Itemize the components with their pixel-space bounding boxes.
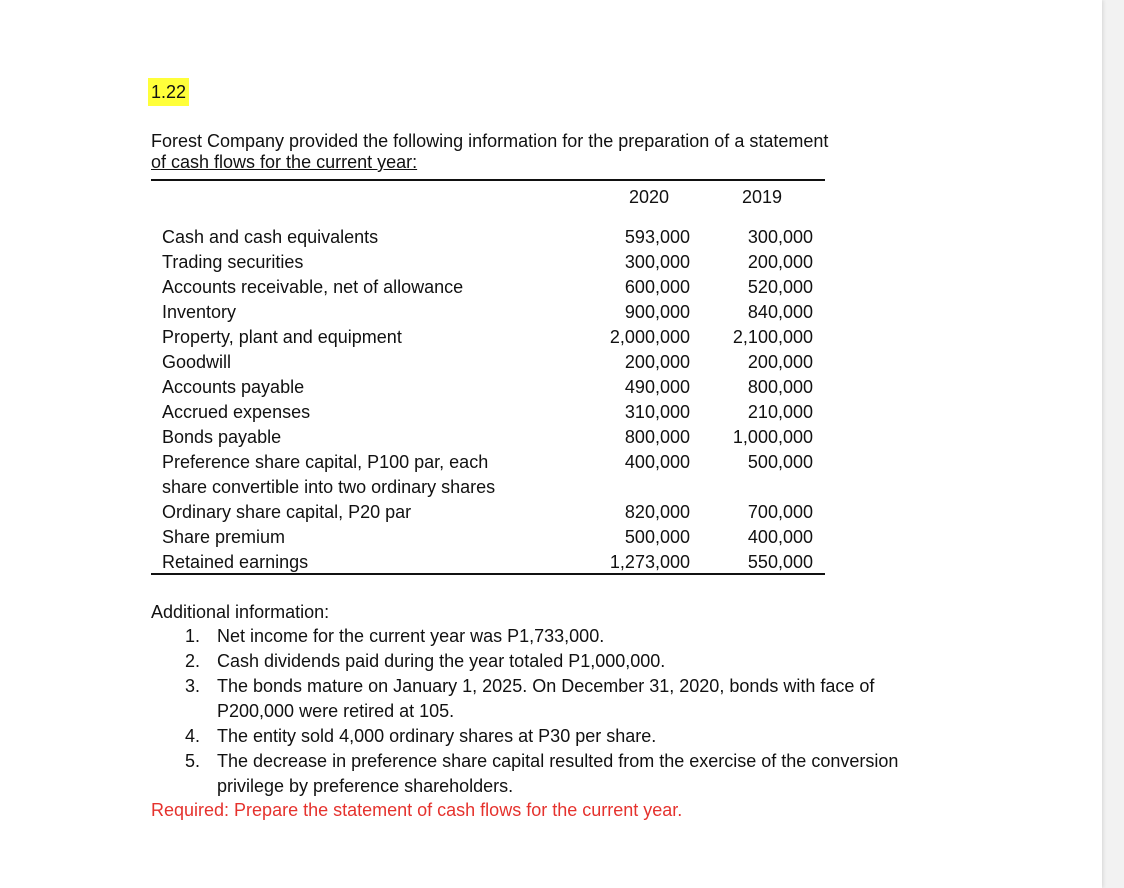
value-2020: 500,000	[624, 527, 690, 547]
row-label-line-2: share convertible into two ordinary shares	[162, 477, 496, 497]
list-item	[185, 749, 945, 799]
table-row	[151, 325, 825, 350]
value-2019: 2,100,000	[732, 327, 813, 347]
additional-info-list	[185, 624, 945, 799]
item-number: 3.	[185, 676, 201, 696]
table-row	[151, 300, 825, 325]
row-label: Cash and cash equivalents	[162, 227, 379, 247]
value-2019: 400,000	[747, 527, 813, 547]
additional-info-heading: Additional information:	[151, 602, 330, 622]
table-row	[151, 275, 825, 300]
value-2019: 840,000	[747, 302, 813, 322]
table-row	[151, 550, 825, 575]
table-row	[151, 350, 825, 375]
balance-table	[151, 179, 825, 575]
value-2019: 700,000	[747, 502, 813, 522]
table-row	[151, 425, 825, 450]
item-text: Net income for the current year was P1,733,000.	[217, 626, 605, 646]
value-2020: 490,000	[624, 377, 690, 397]
row-label: Share premium	[162, 527, 286, 547]
value-2019: 300,000	[747, 227, 813, 247]
row-label: Trading securities	[162, 252, 304, 272]
value-2020: 593,000	[624, 227, 690, 247]
row-label: Property, plant and equipment	[162, 327, 402, 347]
table-row	[151, 500, 825, 525]
value-2019: 500,000	[747, 452, 813, 472]
value-2019: 800,000	[747, 377, 813, 397]
item-number: 1.	[185, 626, 201, 646]
row-label	[162, 450, 582, 500]
value-2020: 800,000	[624, 427, 690, 447]
value-2020: 310,000	[624, 402, 690, 422]
value-2019: 1,000,000	[732, 427, 813, 447]
row-label: Accounts payable	[162, 377, 305, 397]
value-2020: 1,273,000	[609, 552, 690, 572]
value-2020: 600,000	[624, 277, 690, 297]
item-text: The entity sold 4,000 ordinary shares at P30 per share.	[217, 726, 657, 746]
value-2020: 820,000	[624, 502, 690, 522]
value-2019: 520,000	[747, 277, 813, 297]
table-row	[151, 375, 825, 400]
table-row	[151, 225, 825, 250]
table-row	[151, 400, 825, 425]
list-item	[185, 674, 945, 724]
intro-paragraph	[151, 131, 991, 173]
value-2019: 200,000	[747, 352, 813, 372]
table-body	[151, 225, 825, 575]
intro-line-1: Forest Company provided the following information for the preparation of a statement	[151, 131, 829, 151]
value-2020: 2,000,000	[609, 327, 690, 347]
value-2020: 200,000	[624, 352, 690, 372]
list-item	[185, 724, 945, 749]
problem-number: 1.22	[148, 78, 189, 106]
column-header-2020: 2020	[628, 187, 670, 207]
list-item	[185, 649, 945, 674]
item-number: 5.	[185, 751, 201, 771]
table-row	[151, 450, 825, 500]
table-row	[151, 525, 825, 550]
row-label: Accrued expenses	[162, 402, 311, 422]
value-2019: 200,000	[747, 252, 813, 272]
row-label: Inventory	[162, 302, 237, 322]
table-row	[151, 250, 825, 275]
value-2019: 210,000	[747, 402, 813, 422]
row-label: Bonds payable	[162, 427, 282, 447]
value-2020: 900,000	[624, 302, 690, 322]
item-text: The decrease in preference share capital resulted from the exercise of the conversion privilege by preference shareholders.	[217, 751, 899, 796]
list-item	[185, 624, 945, 649]
row-label: Goodwill	[162, 352, 232, 372]
row-label: Accounts receivable, net of allowance	[162, 277, 464, 297]
required-instruction: Required: Prepare the statement of cash flows for the current year.	[151, 800, 683, 820]
item-number: 2.	[185, 651, 201, 671]
row-label: Retained earnings	[162, 552, 309, 572]
intro-line-2: of cash flows for the current year:	[151, 152, 418, 172]
value-2020: 400,000	[624, 452, 690, 472]
value-2020: 300,000	[624, 252, 690, 272]
value-2019: 550,000	[747, 552, 813, 572]
item-text: The bonds mature on January 1, 2025. On December 31, 2020, bonds with face of P200,000 were retired at 105.	[217, 676, 875, 721]
row-label-line-1: Preference share capital, P100 par, each	[162, 452, 489, 472]
item-text: Cash dividends paid during the year totaled P1,000,000.	[217, 651, 666, 671]
item-number: 4.	[185, 726, 201, 746]
column-header-2019: 2019	[741, 187, 783, 207]
row-label: Ordinary share capital, P20 par	[162, 502, 412, 522]
